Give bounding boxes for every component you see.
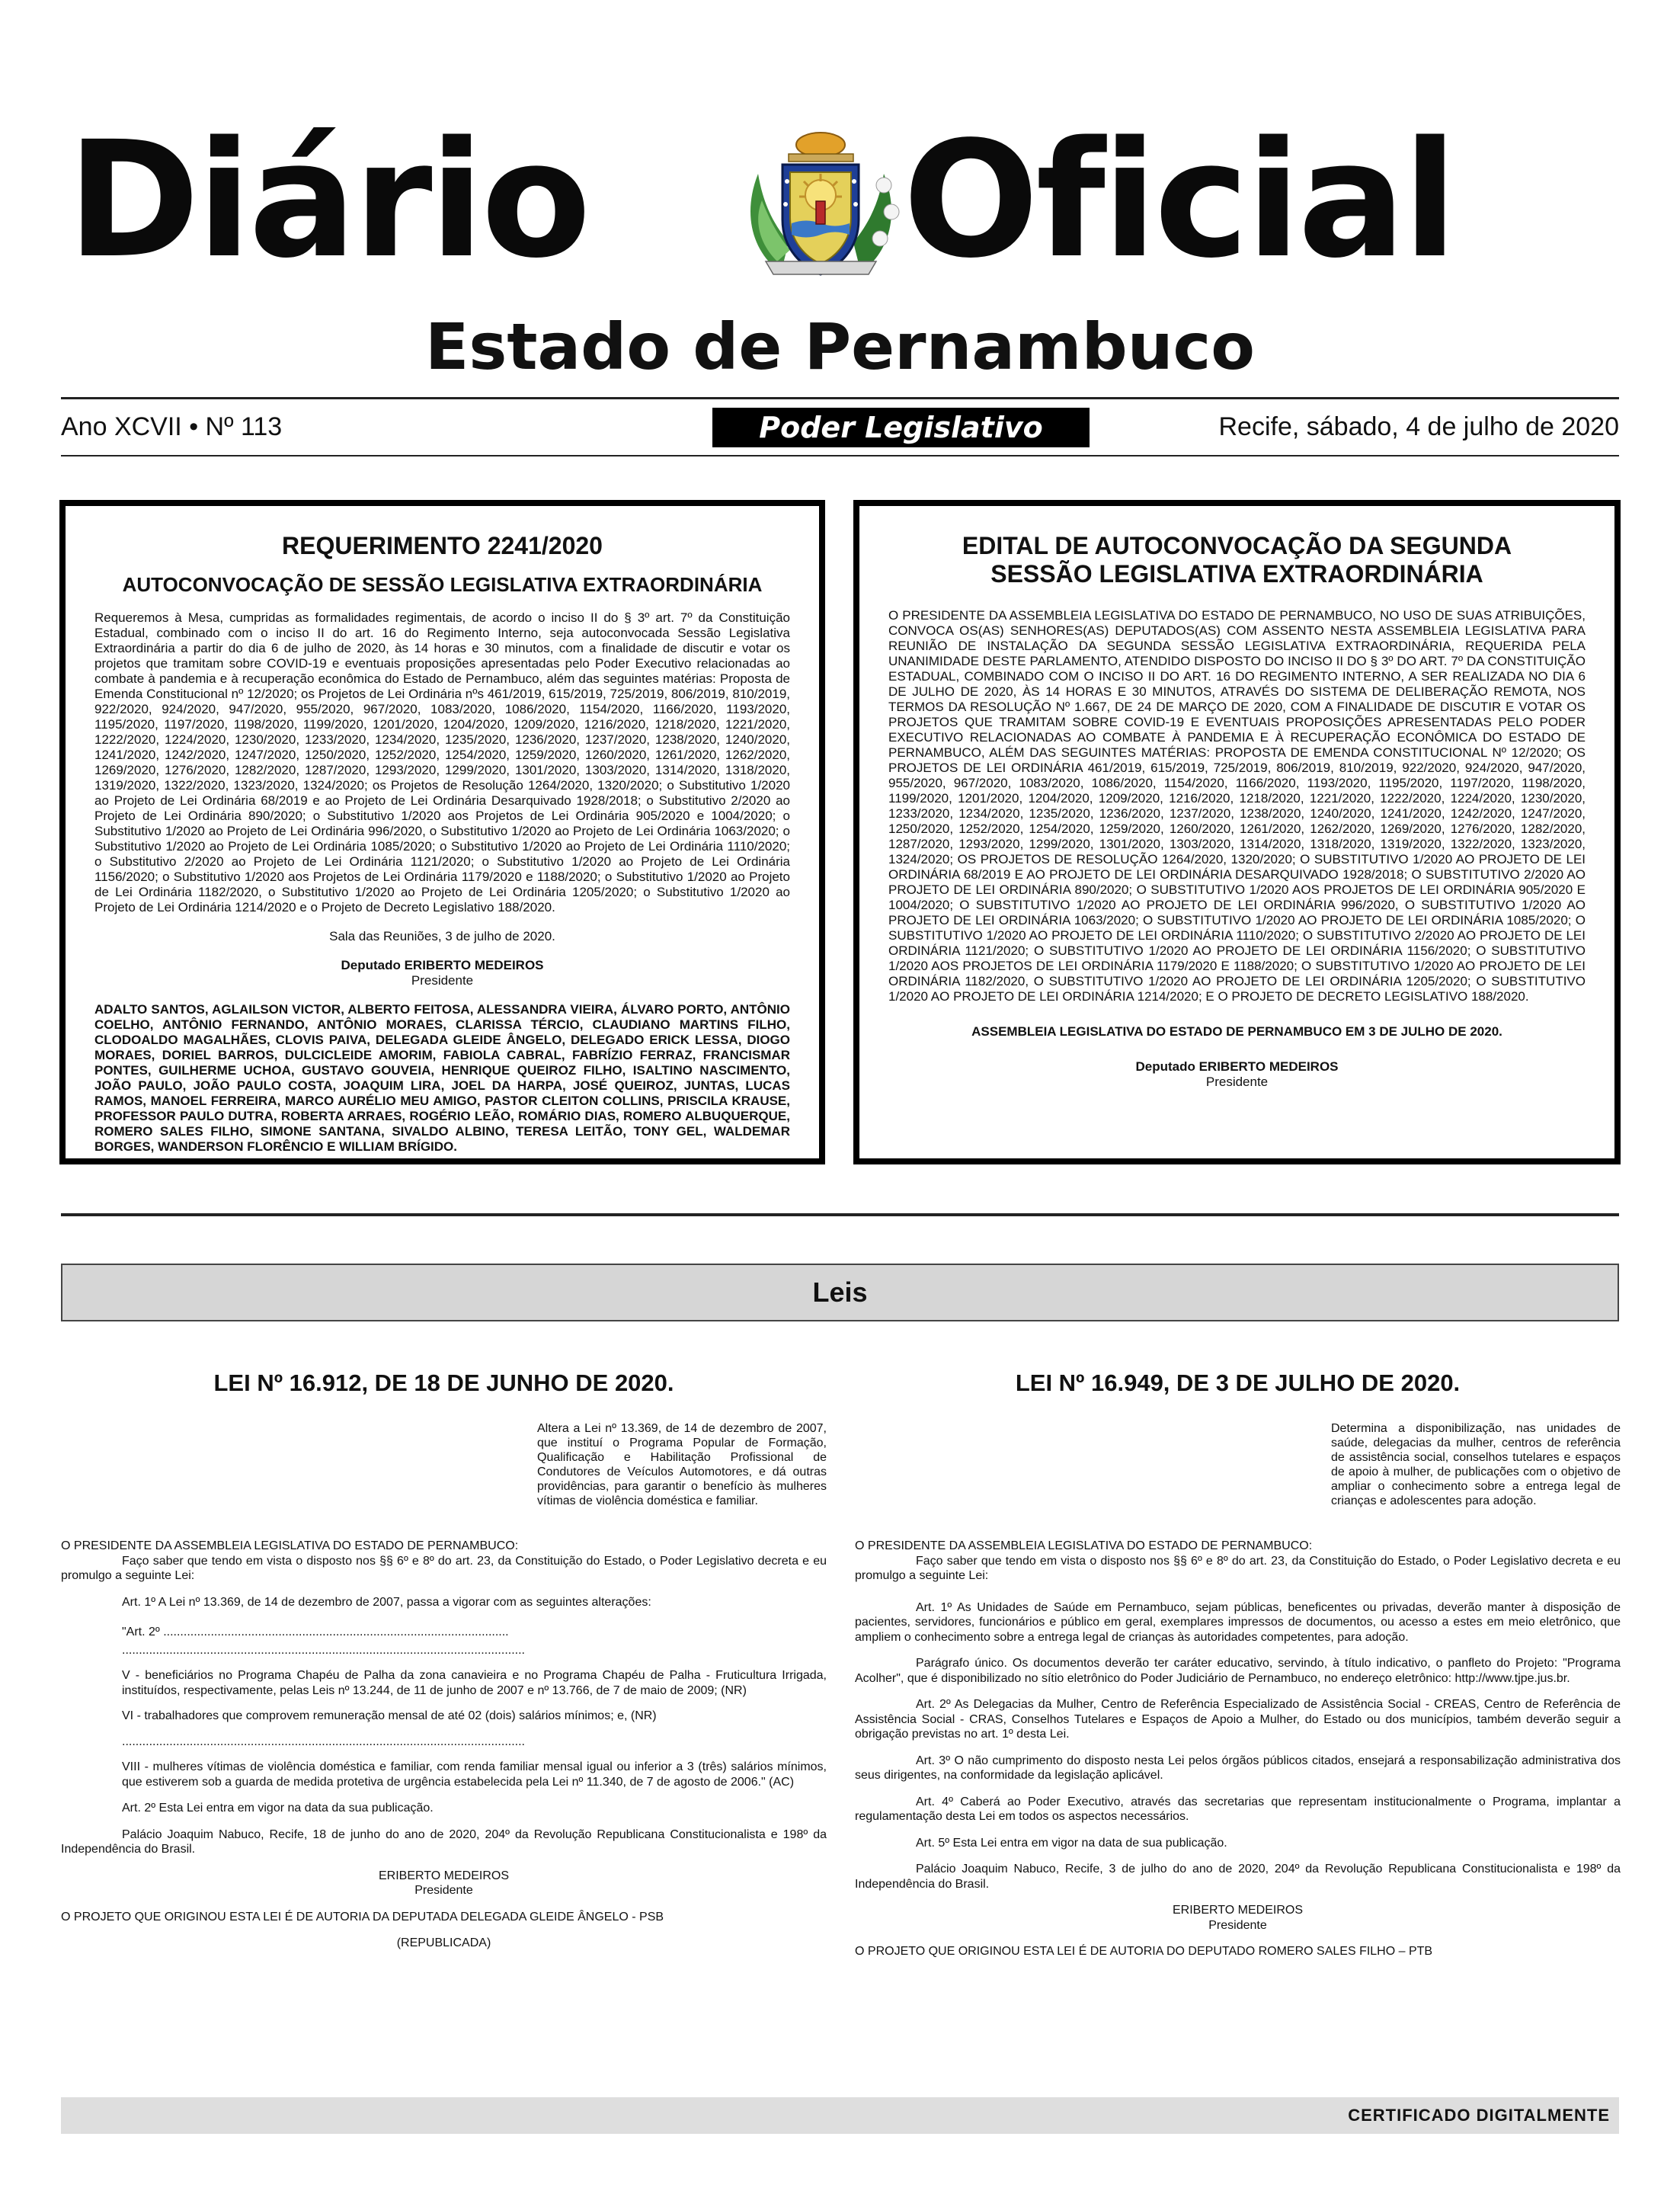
lei-16949-signer: ERIBERTO MEDEIROS — [1173, 1904, 1303, 1917]
lei-16912-quote-dots1: ....................................................................................................................... — [122, 1643, 525, 1657]
edital-signer: Deputado ERIBERTO MEDEIROS — [1135, 1059, 1339, 1074]
lei-16912-art1: Art. 1º A Lei nº 13.369, de 14 de dezembro de 2007, passa a vigorar com as seguintes alterações: — [122, 1595, 651, 1609]
requerimento-cosigners: ADALTO SANTOS, AGLAILSON VICTOR, ALBERTO FEITOSA, ALESSANDRA VIEIRA, ÁLVARO PORTO, ANTÔNIO COELHO, ANTÔNIO FERNANDO, ANTÔNIO MORAES, CLARISSA TÉRCIO, CLAUDIANO MARTINS FILHO, CLODOALDO MAGALHÃES, CLOVIS PAIVA, DELEGADA GLEIDE ÂNGELO, DELEGADO ERICK LESSA, DIOGO MORAES, DORIEL BARROS, DULCICLEIDE AMORIM, FABIOLA CABRAL, FABRÍZIO FERRAZ, FRANCISMAR PONTES, GUILHERME UCHOA, GUSTAVO GOUVEIA, HENRIQUE QUEIROZ FILHO, ISALTINO NASCIMENTO, JOÃO PAULO, JOÃO PAULO COSTA, JOAQUIM LIRA, JOEL DA HARPA, JOSÉ QUEIROZ, JUNTAS, LUCAS RAMOS, MANOEL FERREIRA, MARCO AURÉLIO MEU AMIGO, PASTOR CLEITON COLLINS, PRISCILA KRAUSE, PROFESSOR PAULO DUTRA, ROBERTA ARRAES, ROGÉRIO LEÃO, ROMÁRIO DIAS, ROMERO ALBUQUERQUE, ROMERO SALES FILHO, SIMONE SANTANA, SIVALDO ALBINO, TERESA LEITÃO, TONY GEL, WALDEMAR BORGES, WANDERSON FLORÊNCIO E WILLIAM BRÍGIDO. — [94, 1002, 790, 1154]
lei-16912-enacting-clause: Faço saber que tendo em vista o disposto nos §§ 6º e 8º do art. 23, da Constituição do Estado, o Poder Legislativo decreta e eu promulgo a seguinte Lei: — [61, 1554, 827, 1582]
lei-16912-palacio: Palácio Joaquim Nabuco, Recife, 18 de junho do ano de 2020, 204º da Revolução Republicana Constitucionalista e 198º da Independência do Brasil. — [61, 1827, 827, 1856]
edition-number: Ano XCVII • Nº 113 — [61, 412, 283, 441]
lei-16912-signer: ERIBERTO MEDEIROS — [379, 1869, 509, 1882]
requerimento-body: Requeremos à Mesa, cumpridas as formalidades regimentais, de acordo o inciso II do § 3º art. 7º da Constituição Estadual, combinado com o inciso II do art. 16 do Regimento Interno, seja autoconvocada Sessão Legislativa Extraordinária a partir do dia 6 de julho de 2020, às 14 horas e 30 minutos, com a finalidade de discutir e votar os projetos que tramitam sobre COVID-19 e eventuais proposições apresentadas pelo Poder Executivo relacionadas ao combate à pandemia e à recuperação econômica do Estado de Pernambuco, além das seguintes matérias: Proposta de Emenda Constitucional nº 12/2020; os Projetos de Lei Ordinária nºs 461/2019, 615/2019, 725/2019, 806/2019, 810/2019, 922/2020, 924/2020, 947/2020, 955/2020, 967/2020, 1083/2020, 1086/2020, 1154/2020, 1166/2020, 1193/2020, 1195/2020, 1197/2020, 1198/2020, 1199/2020, 1201/2020, 1204/2020, 1209/2020, 1216/2020, 1218/2020, 1221/2020, 1222/2020, 1224/2020, 1230/2020, 1233/2020, 1234/2020, 1235/2020, 1236/2020, 1237/2020, 1238/2020, 1240/2020, 1241/2020, 1242/2020, 1247/2020, 1250/2020, 1252/2020, 1254/2020, 1259/2020, 1260/2020, 1261/2020, 1262/2020, 1269/2020, 1276/2020, 1282/2020, 1287/2020, 1293/2020, 1299/2020, 1301/2020, 1303/2020, 1314/2020, 1318/2020, 1319/2020, 1322/2020, 1323/2020, 1324/2020; os Projetos de Resolução 1264/2020, 1320/2020; o Substitutivo 1/2020 ao Projeto de Lei Ordinária 68/2019 e ao Projeto de Lei Ordinária Desarquivado 1928/2018; o Substitutivo 2/2020 ao Projeto de Lei Ordinária 890/2020; o Substitutivo 1/2020 aos Projetos de Lei Ordinária 905/2020 e 1004/2020; o Substitutivo 1/2020 ao Projeto de Lei Ordinária 996/2020, o Substitutivo 1/2020 ao Projeto de Lei Ordinária 1063/2020; o Substitutivo 1/2020 ao Projeto de Lei Ordinária 1085/2020; o Substitutivo 1/2020 ao Projeto de Lei Ordinária 1110/2020; o Substitutivo 2/2020 ao Projeto de Lei Ordinária 1121/2020; o Substitutivo 1/2020 ao Projeto de Lei Ordinária 1156/2020; o Substitutivo 1/2020 aos Projetos de Lei Ordinária 1179/2020 e 1188/2020; o Substitutivo 1/2020 ao Projeto de Lei Ordinária 1182/2020, o Substitutivo 1/2020 ao Projeto de Lei Ordinária 1205/2020; o Substitutivo 1/2020 ao Projeto de Lei Ordinária 1214/2020 e o Projeto de Decreto Legislativo 188/2020. — [94, 610, 790, 915]
section-label-poder-legislativo: Poder Legislativo — [712, 408, 1090, 447]
lei-16912-quote-art2: "Art. 2º ...................................................................................................... — [122, 1626, 509, 1638]
lei-16912-quote-inciso-vi: VI - trabalhadores que comprovem remuneração mensal de até 02 (dois) salários mínimos; e, (NR) — [122, 1709, 657, 1722]
edital-footer: ASSEMBLEIA LEGISLATIVA DO ESTADO DE PERNAMBUCO EM 3 DE JULHO DE 2020. — [971, 1024, 1502, 1039]
lei-16949-column — [855, 1368, 1621, 1959]
lei-16912-art2: Art. 2º Esta Lei entra em vigor na data da sua publicação. — [122, 1802, 434, 1815]
lei-16912-column — [61, 1368, 827, 1951]
lei-16949-signer-role: Presidente — [1208, 1918, 1267, 1932]
leis-section-header: Leis — [61, 1264, 1619, 1321]
lei-16949-art3: Art. 3º O não cumprimento do disposto nesta Lei pelos órgãos públicos citados, ensejará a responsabilização administrativa dos seus dirigentes, na conformidade da legislação aplicável. — [855, 1754, 1621, 1782]
lei-16912-signer-role: Presidente — [414, 1884, 473, 1897]
masthead — [0, 107, 1680, 293]
lei-16949-preamble: O PRESIDENTE DA ASSEMBLEIA LEGISLATIVA DO ESTADO DE PERNAMBUCO: — [855, 1539, 1313, 1552]
pernambuco-coat-of-arms-icon — [735, 128, 907, 280]
lei-16949-palacio: Palácio Joaquim Nabuco, Recife, 3 de julho do ano de 2020, 204º da Revolução Republicana Constitucionalista e 198º da Independência do Brasil. — [855, 1863, 1621, 1891]
lei-16912-authorship: O PROJETO QUE ORIGINOU ESTA LEI É DE AUTORIA DA DEPUTADA DELEGADA GLEIDE ÂNGELO - PSB — [61, 1910, 664, 1924]
requerimento-signer: Deputado ERIBERTO MEDEIROS — [341, 958, 544, 972]
lei-16912-republicada: (REPUBLICADA) — [396, 1936, 491, 1949]
requerimento-subtitle: AUTOCONVOCAÇÃO DE SESSÃO LEGISLATIVA EXTRAORDINÁRIA — [122, 573, 763, 596]
lei-16912-title: LEI Nº 16.912, DE 18 DE JUNHO DE 2020. — [213, 1369, 674, 1396]
certified-digitally-bar: CERTIFICADO DIGITALMENTE — [61, 2097, 1619, 2134]
requerimento-box — [59, 500, 825, 1164]
edital-box — [853, 500, 1621, 1164]
info-bar — [61, 408, 1619, 450]
edital-signer-role: Presidente — [1205, 1075, 1269, 1089]
lei-16949-ementa: Determina a disponibilização, nas unidades de saúde, delegacias da mulher, centros de referência de assistência social, conselhos tutelares e espaços de apoio à mulher, de publicações com o objetivo de ampliar o conhecimento sobre a entrega legal de crianças e adolescentes para adoção. — [1331, 1422, 1621, 1507]
lei-16912-quote-inciso-viii: VIII - mulheres vítimas de violência doméstica e familiar, com renda familiar mensal igual ou inferior a 3 (três) salários mínimos, que estiverem sob a guarda de medida protetiva de urgência estabelecida pela Lei nº 11.340, de 7 de agosto de 2006." (AC) — [122, 1760, 827, 1789]
publication-date: Recife, sábado, 4 de julho de 2020 — [1218, 412, 1619, 441]
lei-16912-ementa: Altera a Lei nº 13.369, de 14 de dezembro de 2007, que instituí o Programa Popular de Formação, Qualificação e Habilitação Profissional de Condutores de Veículos Automotores, e dá outras providências, para garantir o benefício às mulheres vítimas de violência doméstica e familiar. — [537, 1422, 827, 1507]
lei-16912-preamble: O PRESIDENTE DA ASSEMBLEIA LEGISLATIVA DO ESTADO DE PERNAMBUCO: — [61, 1539, 519, 1552]
masthead-subtitle: Estado de Pernambuco — [424, 309, 1256, 384]
lei-16949-authorship: O PROJETO QUE ORIGINOU ESTA LEI É DE AUTORIA DO DEPUTADO ROMERO SALES FILHO – PTB — [855, 1945, 1433, 1958]
lei-16949-title: LEI Nº 16.949, DE 3 DE JULHO DE 2020. — [1015, 1369, 1461, 1396]
lei-16912-quote-dots2: ....................................................................................................................... — [122, 1735, 525, 1748]
lei-16949-art1: Art. 1º As Unidades de Saúde em Pernambuco, sejam públicas, beneficentes ou privadas, deverão manter à disposição de pacientes, servidores, funcionários e público em geral, exemplares impressos de documentos, ou acesso a estes em meio eletrônico, que ampliem o conhecimento sobre a entrega legal de crianças às autoridades competentes, para adoção. — [855, 1600, 1621, 1644]
header-rule-top — [61, 397, 1619, 399]
lei-16949-paragrafo-unico: Parágrafo único. Os documentos deverão ter caráter educativo, servindo, à título indicativo, o panfleto do Projeto: "Programa Acolher", que é disponibilizado no sítio eletrônico do Poder Judiciário de Pernambuco, no endereço eletrônico: http://www.tjpe.jus.br. — [855, 1657, 1621, 1685]
lei-16949-art2: Art. 2º As Delegacias da Mulher, Centro de Referência Especializado de Assistência Social - CREAS, Centro de Referência de Assistência Social - CRAS, Conselhos Tutelares e Espaços de Apoio a Mulher, do Estado ou dos municípios, também deverão seguir a obrigação previstas no art. 1º desta Lei. — [855, 1698, 1621, 1741]
requerimento-signer-role: Presidente — [411, 973, 474, 988]
lei-16912-quote-inciso-v: V - beneficiários no Programa Chapéu de Palha da zona canavieira e no Programa Chapéu de Palha - Fruticultura Irrigada, instituídos, respectivamente, pelas Leis nº 13.244, de 11 de junho de 2007 e nº 13.766, de 7 de maio de 2009; (NR) — [122, 1669, 827, 1697]
edital-title-line1: EDITAL DE AUTOCONVOCAÇÃO DA SEGUNDA — [962, 532, 1512, 559]
masthead-word-oficial: Oficial — [903, 107, 1455, 293]
requerimento-title: REQUERIMENTO 2241/2020 — [282, 532, 603, 559]
lei-16949-art4: Art. 4º Caberá ao Poder Executivo, através das secretarias que representam institucionalmente o Programa, implantar a regulamentação desta Lei em todos os aspectos necessários. — [855, 1795, 1621, 1823]
edital-title-line2: SESSÃO LEGISLATIVA EXTRAORDINÁRIA — [990, 560, 1483, 588]
masthead-word-diario: Diário — [67, 107, 588, 293]
lei-16949-art5: Art. 5º Esta Lei entra em vigor na data de sua publicação. — [916, 1836, 1227, 1850]
requerimento-place-date: Sala das Reuniões, 3 de julho de 2020. — [329, 929, 555, 943]
section-divider-rule — [61, 1213, 1619, 1216]
lei-16949-enacting-clause: Faço saber que tendo em vista o disposto nos §§ 6º e 8º do art. 23, da Constituição do Estado, o Poder Legislativo decreta e eu promulgo a seguinte Lei: — [855, 1554, 1621, 1582]
edital-body: O PRESIDENTE DA ASSEMBLEIA LEGISLATIVA DO ESTADO DE PERNAMBUCO, NO USO DE SUAS ATRIBUIÇÕES, CONVOCA OS(AS) SENHORES(AS) DEPUTADOS(AS) COM ASSENTO NESTA ASSEMBLEIA LEGISLATIVA PARA REUNIÃO DE INSTALAÇÃO DA SEGUNDA SESSÃO LEGISLATIVA EXTRAORDINÁRIA, REQUERIDA PELA UNANIMIDADE DESTE PARLAMENTO, ATENDIDO DISPOSTO DO INCISO II DO § 3º DO ART. 7º DA CONSTITUIÇÃO ESTADUAL, COMBINADO COM O INCISO II DO ART. 16 DO REGIMENTO INTERNO, A SER REALIZADA NO DIA 6 DE JULHO DE 2020, ÀS 14 HORAS E 30 MINUTOS, ATRAVÉS DO SISTEMA DE DELIBERAÇÃO REMOTA, NOS TERMOS DA RESOLUÇÃO Nº 1.667, DE 24 DE MARÇO DE 2020, COM A FINALIDADE DE DISCUTIR E VOTAR OS PROJETOS QUE TRAMITAM SOBRE COVID-19 E EVENTUAIS PROPOSIÇÕES APRESENTADAS PELO PODER EXECUTIVO RELACIONADAS AO COMBATE À PANDEMIA E À RECUPERAÇÃO ECONÔMICA DO ESTADO DE PERNAMBUCO, ALÉM DAS SEGUINTES MATÉRIAS: PROPOSTA DE EMENDA CONSTITUCIONAL Nº 12/2020; OS PROJETOS DE LEI ORDINÁRIA 461/2019, 615/2019, 725/2019, 806/2019, 810/2019, 922/2020, 924/2020, 947/2020, 955/2020, 967/2020, 1083/2020, 1086/2020, 1154/2020, 1166/2020, 1193/2020, 1195/2020, 1197/2020, 1198/2020, 1199/2020, 1201/2020, 1204/2020, 1209/2020, 1216/2020, 1218/2020, 1221/2020, 1222/2020, 1224/2020, 1230/2020, 1233/2020, 1234/2020, 1235/2020, 1236/2020, 1237/2020, 1238/2020, 1240/2020, 1241/2020, 1242/2020, 1247/2020, 1250/2020, 1252/2020, 1254/2020, 1259/2020, 1260/2020, 1261/2020, 1262/2020, 1269/2020, 1276/2020, 1282/2020, 1287/2020, 1293/2020, 1299/2020, 1301/2020, 1303/2020, 1314/2020, 1318/2020, 1319/2020, 1322/2020, 1323/2020, 1324/2020; OS PROJETOS DE RESOLUÇÃO 1264/2020, 1320/2020; O SUBSTITUTIVO 1/2020 AO PROJETO DE LEI ORDINÁRIA 68/2019 E AO PROJETO DE LEI ORDINÁRIA DESARQUIVADO 1928/2018; O SUBSTITUTIVO 2/2020 AO PROJETO DE LEI ORDINÁRIA 890/2020; O SUBSTITUTIVO 1/2020 AOS PROJETOS DE LEI ORDINÁRIA 905/2020 E 1004/2020; O SUBSTITUTIVO 1/2020 AO PROJETO DE LEI ORDINÁRIA 996/2020, O SUBSTITUTIVO 1/2020 AO PROJETO DE LEI ORDINÁRIA 1063/2020; O SUBSTITUTIVO 1/2020 AO PROJETO DE LEI ORDINÁRIA 1085/2020; O SUBSTITUTIVO 1/2020 AO PROJETO DE LEI ORDINÁRIA 1110/2020; O SUBSTITUTIVO 2/2020 AO PROJETO DE LEI ORDINÁRIA 1121/2020; O SUBSTITUTIVO 1/2020 AO PROJETO DE LEI ORDINÁRIA 1156/2020; O SUBSTITUTIVO 1/2020 AOS PROJETOS DE LEI ORDINÁRIA 1179/2020 E 1188/2020; O SUBSTITUTIVO 1/2020 AO PROJETO DE LEI ORDINÁRIA 1182/2020, O SUBSTITUTIVO 1/2020 AO PROJETO DE LEI ORDINÁRIA 1205/2020; O SUBSTITUTIVO 1/2020 AO PROJETO DE LEI ORDINÁRIA 1214/2020; E O PROJETO DE DECRETO LEGISLATIVO 188/2020. — [888, 608, 1586, 1004]
header-rule-bottom — [61, 455, 1619, 456]
